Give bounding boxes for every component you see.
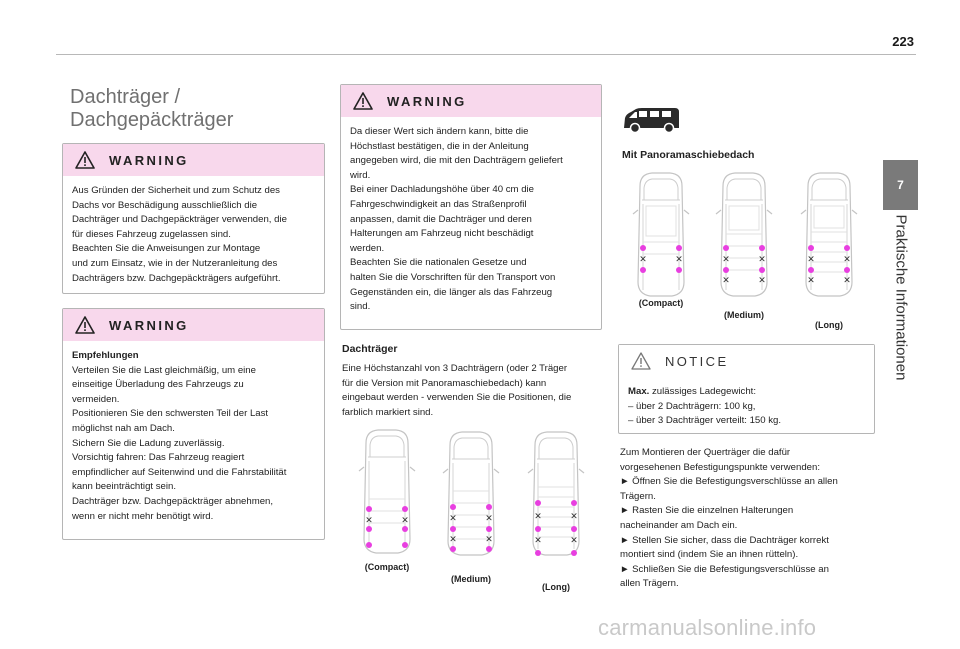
page-title	[70, 86, 330, 132]
label-medium-panorama: (Medium)	[724, 310, 764, 320]
text-line: anpassen, damit die Dachträger und deren	[350, 213, 532, 225]
warning-triangle-icon	[75, 316, 95, 334]
roof-rack-diagram-panorama	[626, 168, 876, 340]
notice-line: – über 2 Dachträgern: 100 kg,	[628, 400, 756, 412]
van-side-icon	[622, 106, 682, 136]
van-long	[528, 432, 584, 556]
text-line: vermeiden.	[72, 393, 120, 405]
text-line: möglichst nah am Dach.	[72, 422, 175, 434]
chapter-number: 7	[897, 178, 904, 192]
warning-triangle-icon	[353, 92, 373, 110]
warning-header	[341, 85, 601, 117]
text-line: Vorsichtig fahren: Das Fahrzeug reagiert	[72, 452, 245, 464]
text-line: ► Stellen Sie sicher, dass die Dachträger korrekt	[620, 534, 829, 546]
notice-header	[619, 345, 874, 377]
svg-text:✕: ✕	[534, 535, 542, 545]
warning-box-load	[340, 84, 602, 330]
warning-text	[341, 117, 601, 315]
text-line: eingebaut werden - verwenden Sie die Positionen, die	[342, 392, 572, 404]
text-line: empfindlicher auf Seitenwind und die Fahrstabilität	[72, 466, 287, 478]
svg-text:✕: ✕	[449, 534, 457, 544]
text-line: ► Schließen Sie die Befestigungsverschlüsse an	[620, 563, 829, 575]
svg-text:✕: ✕	[639, 254, 647, 264]
text-line: Beachten Sie die Anweisungen zur Montage	[72, 243, 261, 255]
van-compact	[359, 430, 415, 553]
svg-text:✕: ✕	[843, 275, 851, 285]
text-line: ► Öffnen Sie die Befestigungsverschlüsse an allen	[620, 476, 838, 488]
label-medium: (Medium)	[451, 574, 491, 584]
text-line: angegeben wird, die mit den Dachträgern geliefert	[350, 155, 563, 167]
svg-text:✕: ✕	[675, 254, 683, 264]
text-line: Positionieren Sie den schwersten Teil der Last	[72, 408, 269, 420]
svg-text:✕: ✕	[807, 275, 815, 285]
text-line: Fahrgeschwindigkeit an das Straßenprofil	[350, 198, 527, 210]
text-line: Bei einer Dachladungshöhe über 40 cm die	[350, 184, 535, 196]
page-title-line2: Dachgepäckträger	[70, 109, 234, 131]
svg-text:✕: ✕	[534, 511, 542, 521]
recommendations-heading: Empfehlungen	[72, 350, 139, 361]
text-line: werden.	[350, 242, 385, 254]
text-line: montiert sind (indem Sie an ihnen rütteln).	[620, 549, 799, 561]
text-line: vorgesehenen Befestigungspunkte verwenden:	[620, 461, 821, 473]
chapter-tab[interactable]	[883, 160, 918, 210]
svg-text:✕: ✕	[570, 535, 578, 545]
text-line: halten Sie die Vorschriften für den Transport von	[350, 271, 556, 283]
text-line: Dachträgers bzw. Dachgepäckträgers aufgeführt.	[72, 272, 281, 284]
roof-racks-text	[342, 362, 604, 420]
text-line: Beachten Sie die nationalen Gesetze und	[350, 257, 527, 269]
warning-text	[63, 341, 324, 524]
text-line: Aus Gründen der Sicherheit und zum Schutz des	[72, 185, 280, 196]
svg-text:✕: ✕	[365, 515, 373, 525]
svg-text:✕: ✕	[758, 275, 766, 285]
warning-label: WARNING	[109, 152, 189, 168]
svg-text:✕: ✕	[843, 254, 851, 264]
svg-text:✕: ✕	[485, 513, 493, 523]
svg-text:✕: ✕	[570, 511, 578, 521]
warning-header	[63, 144, 324, 176]
notice-line: – über 3 Dachträger verteilt: 150 kg.	[628, 415, 782, 427]
warning-label: WARNING	[387, 93, 467, 109]
van-long-panorama	[801, 173, 857, 296]
text-line: Zum Montieren der Querträger die dafür	[620, 447, 791, 458]
label-compact: (Compact)	[364, 562, 410, 572]
text-line: für dieses Fahrzeug zugelassen sind.	[72, 228, 231, 240]
page-number: 223	[892, 34, 914, 49]
van-compact-panorama	[633, 173, 689, 296]
notice-box	[618, 344, 875, 434]
svg-text:✕: ✕	[722, 275, 730, 285]
svg-text:✕: ✕	[807, 254, 815, 264]
mounting-instructions	[620, 446, 878, 592]
van-medium	[443, 432, 499, 555]
text-line: Dachs vor Beschädigung ausschließlich die	[72, 199, 258, 211]
text-line: Eine Höchstanzahl von 3 Dachträgern (oder 2 Träger	[342, 363, 568, 374]
text-line: einseitige Überladung des Fahrzeugs zu	[72, 379, 244, 391]
text-line: nacheinander am Dach ein.	[620, 519, 738, 531]
text-line: allen Trägern.	[620, 578, 679, 590]
svg-text:✕: ✕	[722, 254, 730, 264]
text-line: Dachträger und Dachgepäckträger verwenden, die	[72, 214, 287, 226]
watermark: carmanualsonline.info	[598, 615, 817, 640]
notice-triangle-icon	[631, 352, 651, 370]
notice-text	[619, 377, 874, 429]
svg-text:✕: ✕	[758, 254, 766, 264]
text-line: ► Rasten Sie die einzelnen Halterungen	[620, 505, 794, 517]
text-line: und zum Einsatz, wie in der Nutzeranleitung des	[72, 257, 278, 269]
text-line: farblich markiert sind.	[342, 406, 434, 418]
svg-text:✕: ✕	[401, 515, 409, 525]
notice-max-bold: Max.	[628, 386, 650, 397]
text-line: für die Version mit Panoramaschiebedach) kann	[342, 377, 547, 389]
panorama-heading: Mit Panoramaschiebedach	[622, 149, 755, 161]
roof-racks-heading: Dachträger	[342, 343, 398, 355]
warning-text	[63, 176, 324, 286]
text-line: Halterungen am Fahrzeug nicht beschädigt	[350, 228, 534, 240]
warning-triangle-icon	[75, 151, 95, 169]
warning-box-recommendations	[62, 308, 325, 540]
text-line: kann beeinträchtigt sein.	[72, 481, 176, 493]
text-line: Sichern Sie die Ladung zuverlässig.	[72, 437, 225, 449]
warning-box-safety	[62, 143, 325, 294]
page-title-line1: Dachträger /	[70, 86, 181, 108]
warning-header	[63, 309, 324, 341]
svg-text:✕: ✕	[485, 534, 493, 544]
label-long-panorama: (Long)	[815, 320, 843, 330]
chapter-label-text: Praktische Informationen	[892, 214, 910, 381]
chapter-label	[883, 215, 918, 380]
roof-rack-diagram-standard	[350, 425, 600, 600]
label-compact-panorama: (Compact)	[638, 298, 684, 308]
svg-text:✕: ✕	[449, 513, 457, 523]
text-line: Verteilen Sie die Last gleichmäßig, um eine	[72, 364, 256, 376]
warning-label: WARNING	[109, 317, 189, 333]
text-line: Gegenständen ein, die länger als das Fahrzeug	[350, 286, 553, 298]
text-line: wenn er nicht mehr benötigt wird.	[72, 510, 214, 522]
label-long: (Long)	[542, 582, 570, 592]
header-rule	[56, 54, 916, 55]
text-line: Da dieser Wert sich ändern kann, bitte die	[350, 126, 529, 137]
notice-label: NOTICE	[665, 353, 729, 369]
text-line: Trägern.	[620, 490, 656, 502]
text-line: wird.	[350, 169, 371, 181]
text-line: sind.	[350, 301, 371, 313]
text-line: Dachträger bzw. Dachgepäckträger abnehmen,	[72, 495, 274, 507]
notice-max-rest: zulässiges Ladegewicht:	[649, 386, 757, 397]
van-medium-panorama	[716, 173, 772, 296]
text-line: Höchstlast bestätigen, die in der Anleitung	[350, 140, 529, 152]
